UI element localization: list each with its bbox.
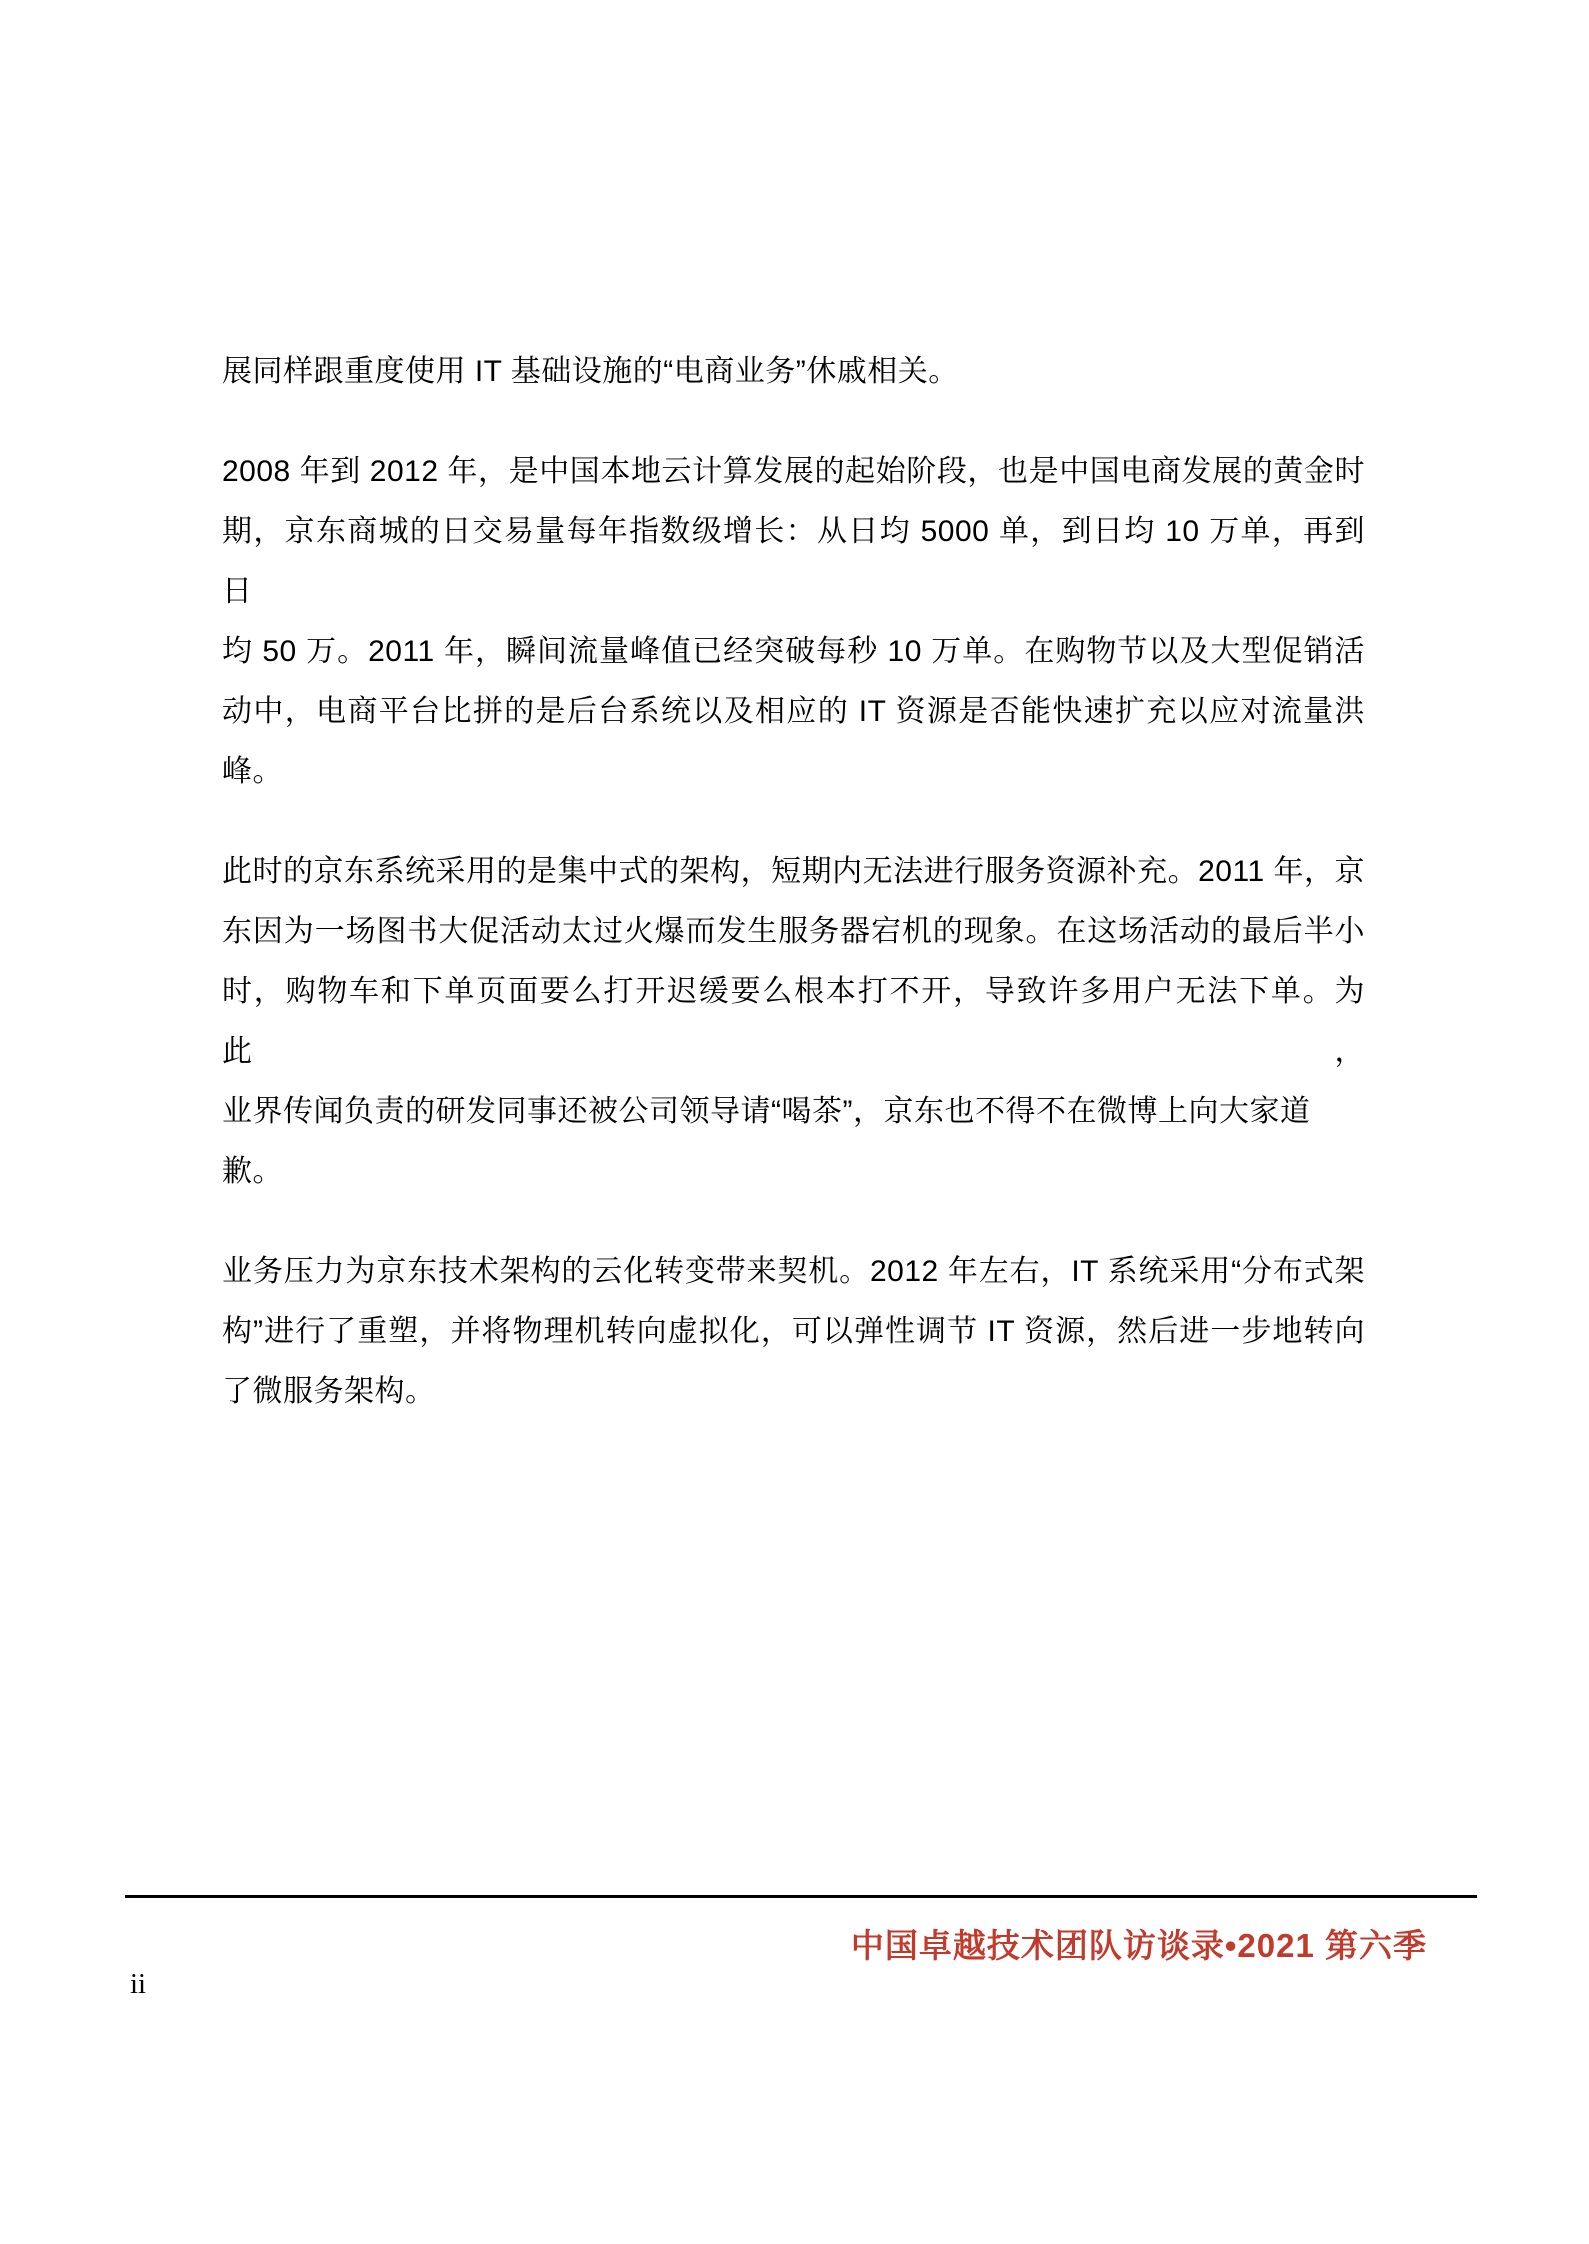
text-line: 东因为一场图书大促活动太过火爆而发生服务器宕机的现象。在这场活动的最后半小 xyxy=(222,915,1365,948)
text-line: 业界传闻负责的研发同事还被公司领导请“喝茶”，京东也不得不在微博上向大家道歉。 xyxy=(222,1095,1311,1188)
footer-title: 中国卓越技术团队访谈录•2021 第六季 xyxy=(850,1927,1427,1964)
text-line: 此时的京东系统采用的是集中式的架构，短期内无法进行服务资源补充。2011 年，京 xyxy=(222,855,1365,888)
paragraph xyxy=(222,1242,1365,1422)
paragraph xyxy=(222,342,1365,402)
text-line: 展同样跟重度使用 IT 基础设施的“电商业务”休戚相关。 xyxy=(222,355,959,388)
page-body xyxy=(222,342,1365,1462)
paragraph xyxy=(222,442,1365,802)
text-line: 构”进行了重塑，并将物理机转向虚拟化，可以弹性调节 IT 资源，然后进一步地转向 xyxy=(222,1315,1365,1348)
text-line: 期，京东商城的日交易量每年指数级增长：从日均 5000 单，到日均 10 万单，再到日 xyxy=(222,515,1365,608)
text-line: 均 50 万。2011 年，瞬间流量峰值已经突破每秒 10 万单。在购物节以及大型促销活 xyxy=(222,635,1365,668)
page-number: ii xyxy=(130,1968,147,2000)
text-line: 峰。 xyxy=(222,755,283,788)
footer-divider xyxy=(125,1895,1477,1898)
text-line: 业务压力为京东技术架构的云化转变带来契机。2012 年左右，IT 系统采用“分布式架 xyxy=(222,1255,1365,1288)
text-line: 动中，电商平台比拼的是后台系统以及相应的 IT 资源是否能快速扩充以应对流量洪 xyxy=(222,695,1365,728)
text-line: 时，购物车和下单页面要么打开迟缓要么根本打不开，导致许多用户无法下单。为此， xyxy=(222,975,1365,1068)
text-line: 2008 年到 2012 年，是中国本地云计算发展的起始阶段，也是中国电商发展的黄金时 xyxy=(222,455,1365,488)
paragraph xyxy=(222,842,1365,1202)
text-line: 了微服务架构。 xyxy=(222,1375,436,1408)
